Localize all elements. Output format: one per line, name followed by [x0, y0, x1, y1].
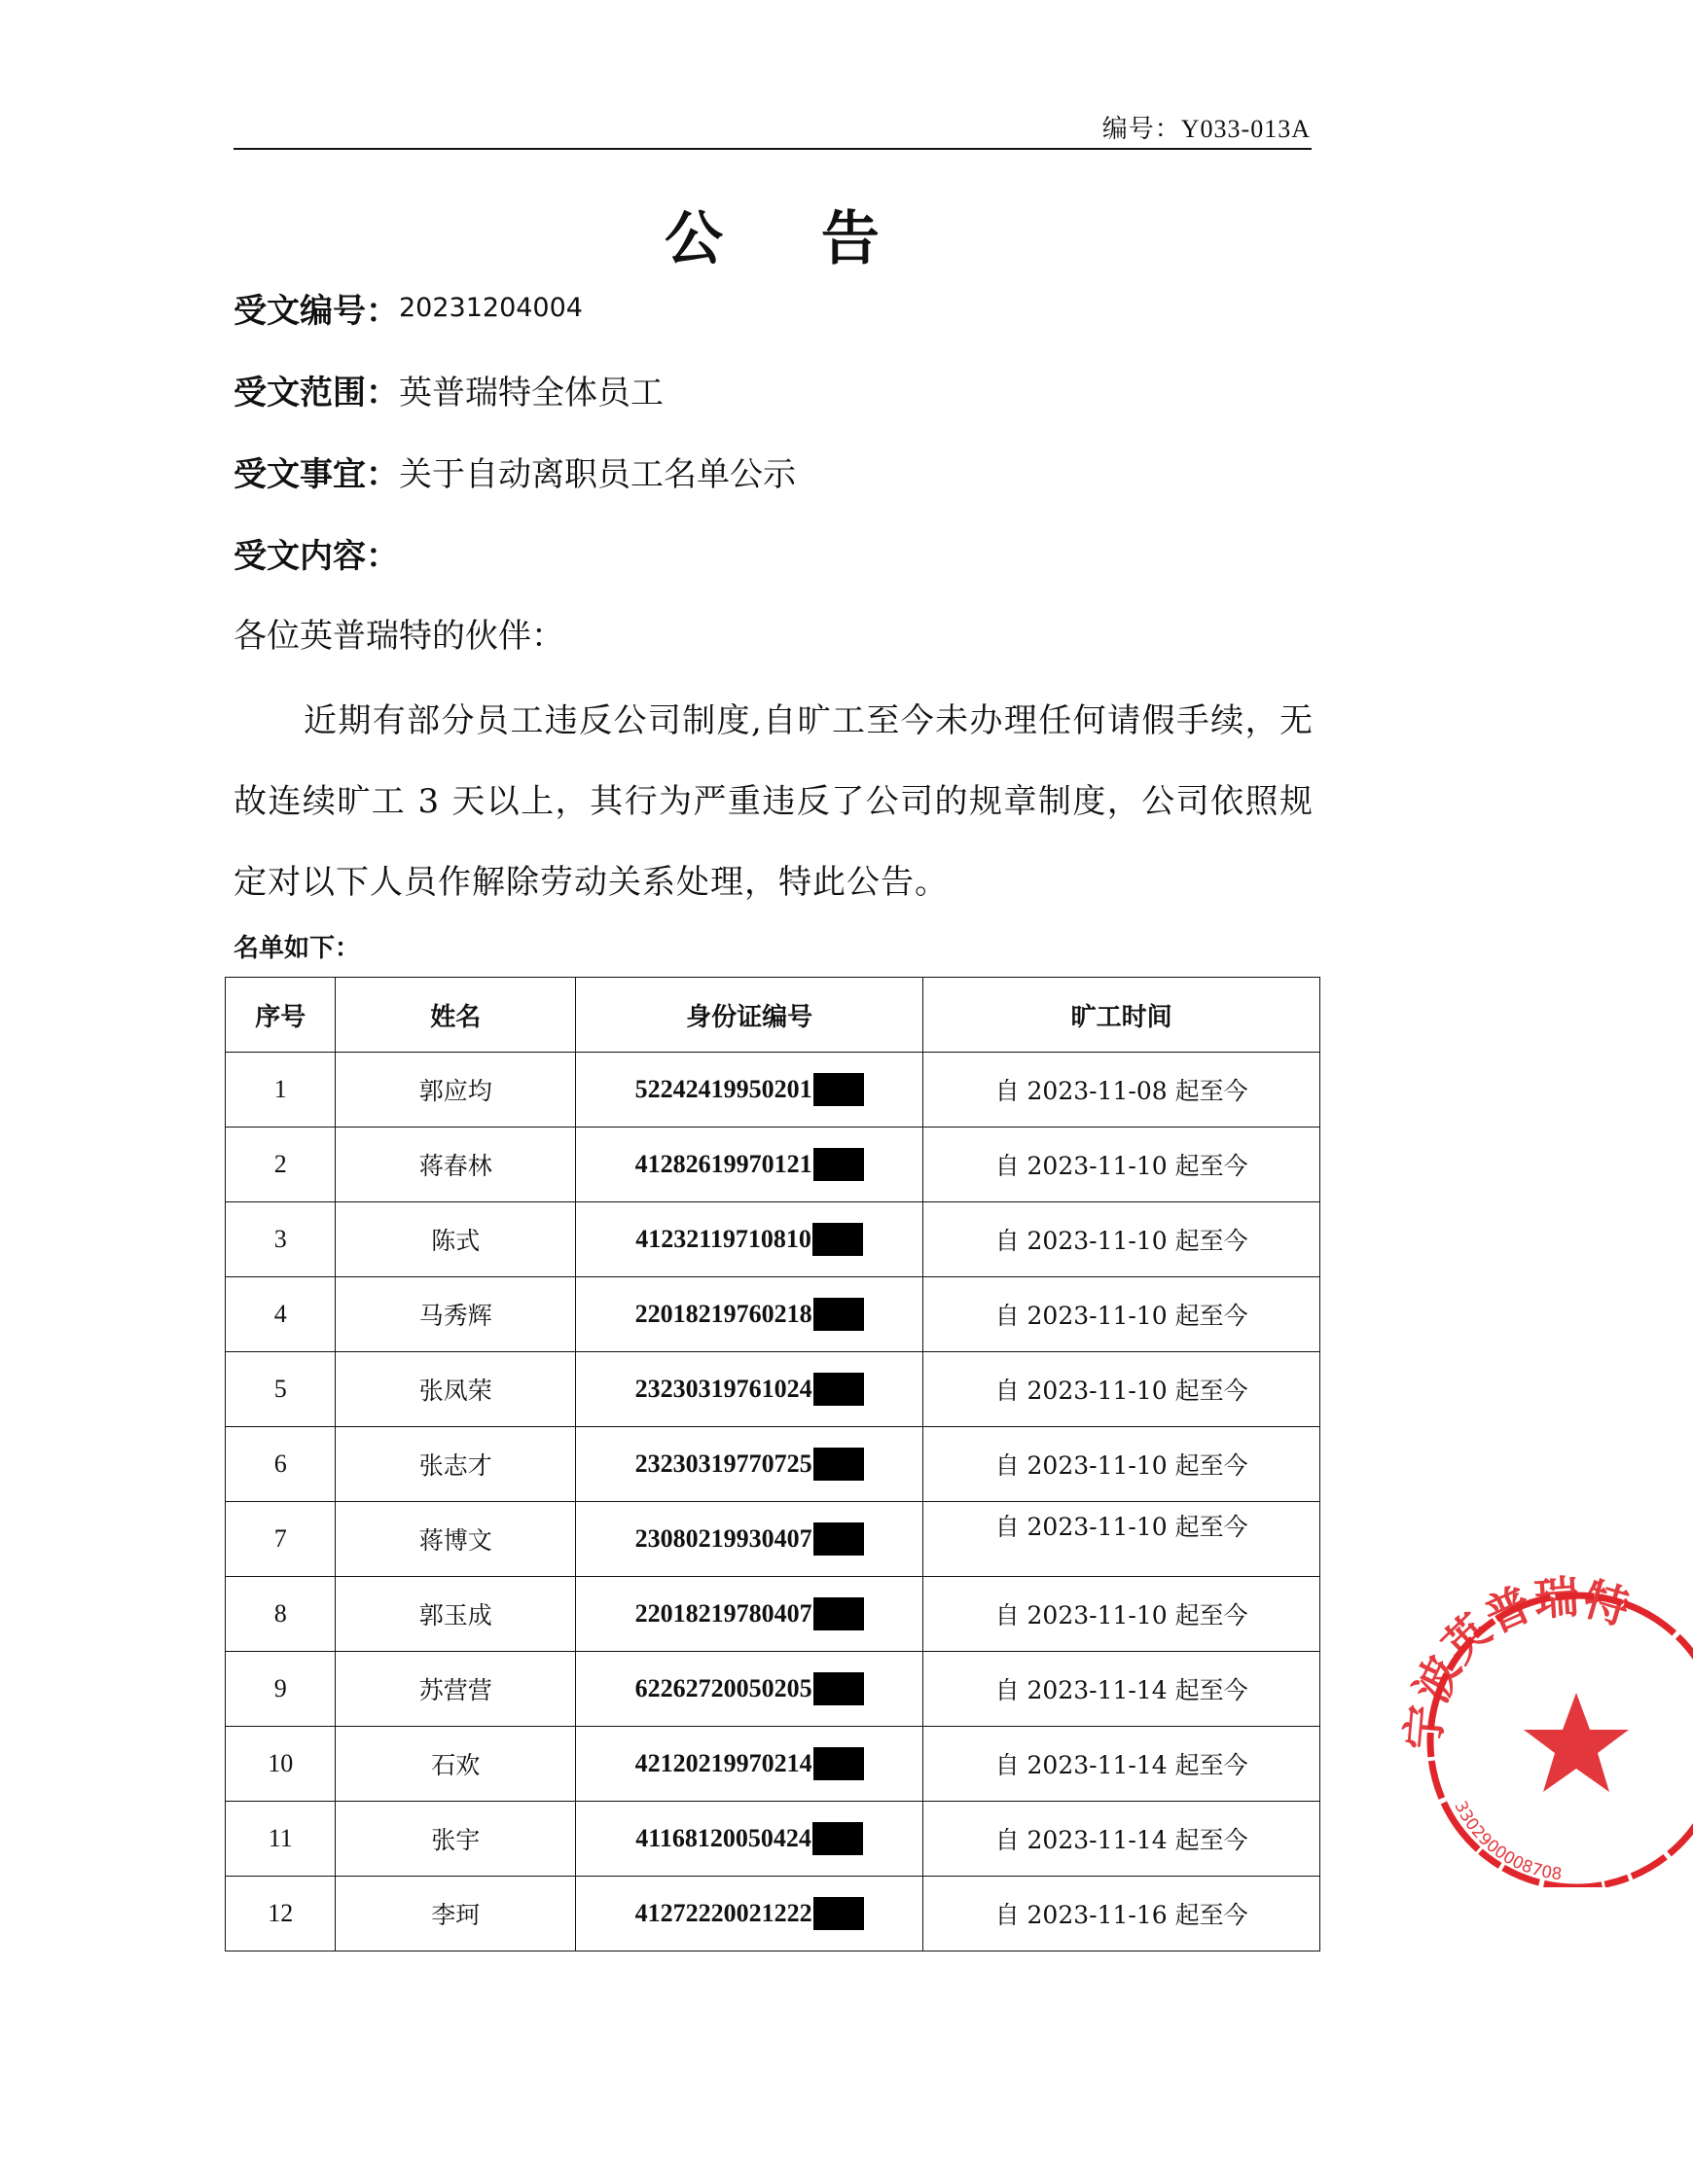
redaction-block [812, 1223, 863, 1256]
absence-date-text: 自 2023-11-14 起至今 [994, 1751, 1248, 1779]
id-number-text: 41232119710810 [635, 1225, 811, 1253]
id-number-text: 22018219760218 [634, 1300, 812, 1328]
cell-seq: 12 [226, 1877, 336, 1951]
field-value: 英普瑞特全体员工 [399, 374, 664, 412]
cell-absence-date [923, 1427, 1320, 1502]
absence-date-text: 自 2023-11-10 起至今 [994, 1601, 1248, 1629]
cell-seq: 5 [226, 1352, 336, 1427]
table-row [226, 1128, 1320, 1202]
cell-name: 蒋春林 [336, 1128, 576, 1202]
field-label: 受文范围： [234, 374, 399, 412]
field-doc-id [234, 284, 583, 332]
field-scope [234, 366, 664, 413]
cell-id-number [575, 1877, 922, 1951]
redaction-block [813, 1672, 864, 1705]
cell-absence-date [923, 1053, 1320, 1128]
cell-name: 苏营营 [336, 1652, 576, 1727]
cell-seq: 8 [226, 1577, 336, 1652]
id-number-wrap [635, 1373, 864, 1406]
absence-date-text: 自 2023-11-10 起至今 [994, 1451, 1248, 1480]
cell-absence-date [923, 1652, 1320, 1727]
greeting: 各位英普瑞特的伙伴： [234, 617, 564, 656]
header-seq: 序号 [226, 978, 336, 1053]
table-row [226, 1352, 1320, 1427]
cell-id-number [575, 1652, 922, 1727]
id-number-wrap [635, 1223, 863, 1256]
cell-id-number [575, 1802, 922, 1877]
absence-date-text: 自 2023-11-10 起至今 [994, 1227, 1248, 1255]
company-seal [1382, 1557, 1693, 1887]
id-number-wrap [635, 1073, 864, 1106]
header-rule [234, 148, 1312, 150]
redaction-block [813, 1597, 864, 1630]
announcement-body: 近期有部分员工违反公司制度,自旷工至今未办理任何请假手续，无故连续旷工 3 天以上，其行为严重违反了公司的规章制度，公司依照规定对以下人员作解除劳动关系处理，特此公告。 [234, 701, 1314, 902]
redaction-block [813, 1448, 864, 1481]
header-id: 身份证编号 [575, 978, 922, 1053]
cell-seq: 2 [226, 1128, 336, 1202]
list-heading: 名单如下： [234, 934, 361, 963]
cell-id-number [575, 1053, 922, 1128]
cell-seq: 11 [226, 1802, 336, 1877]
cell-absence-date [923, 1502, 1320, 1577]
table-row [226, 1727, 1320, 1802]
table-row [226, 1202, 1320, 1277]
cell-name: 蒋博文 [336, 1502, 576, 1577]
table-row [226, 1427, 1320, 1502]
id-number-wrap [635, 1298, 864, 1331]
table-row [226, 1053, 1320, 1128]
id-number-wrap [635, 1897, 864, 1930]
absence-date-text: 自 2023-11-14 起至今 [994, 1826, 1248, 1854]
field-label: 受文事宜： [234, 455, 399, 494]
absence-date-text: 自 2023-11-10 起至今 [994, 1302, 1248, 1330]
header-absence-date: 旷工时间 [923, 978, 1320, 1053]
cell-absence-date [923, 1128, 1320, 1202]
cell-id-number [575, 1277, 922, 1352]
cell-seq: 7 [226, 1502, 336, 1577]
cell-id-number [575, 1128, 922, 1202]
table-row [226, 1877, 1320, 1951]
redaction-block [813, 1148, 864, 1181]
id-number-text: 22018219780407 [634, 1599, 812, 1628]
page-title: 公 告 [665, 205, 919, 273]
table-header-row [226, 978, 1320, 1053]
id-number-wrap [635, 1597, 864, 1630]
cell-seq: 4 [226, 1277, 336, 1352]
id-number-text: 41168120050424 [635, 1824, 811, 1852]
cell-seq: 6 [226, 1427, 336, 1502]
cell-name: 张志才 [336, 1427, 576, 1502]
table-row [226, 1502, 1320, 1577]
cell-name: 张凤荣 [336, 1352, 576, 1427]
cell-name: 马秀辉 [336, 1277, 576, 1352]
cell-name: 陈式 [336, 1202, 576, 1277]
id-number-text: 62262720050205 [634, 1674, 812, 1702]
absence-date-text: 自 2023-11-10 起至今 [994, 1152, 1248, 1180]
field-value: 20231204004 [399, 293, 583, 323]
cell-seq: 10 [226, 1727, 336, 1802]
table-row [226, 1802, 1320, 1877]
cell-absence-date [923, 1352, 1320, 1427]
id-number-wrap [635, 1822, 863, 1855]
cell-id-number [575, 1727, 922, 1802]
cell-absence-date [923, 1727, 1320, 1802]
redaction-block [813, 1897, 864, 1930]
field-content [234, 529, 399, 577]
cell-name: 张宇 [336, 1802, 576, 1877]
id-number-text: 23230319770725 [634, 1450, 812, 1478]
id-number-wrap [635, 1448, 864, 1481]
table-row [226, 1577, 1320, 1652]
table-row [226, 1652, 1320, 1727]
svg-text:宁波英普瑞特 [1396, 1570, 1636, 1752]
field-value: 关于自动离职员工名单公示 [399, 455, 796, 494]
absence-date-text: 自 2023-11-10 起至今 [994, 1377, 1248, 1405]
redaction-block [813, 1747, 864, 1780]
employee-table [225, 977, 1320, 1951]
table-body [226, 1053, 1320, 1951]
header-name: 姓名 [336, 978, 576, 1053]
cell-id-number [575, 1352, 922, 1427]
field-matter [234, 448, 796, 495]
cell-id-number [575, 1577, 922, 1652]
cell-id-number [575, 1502, 922, 1577]
cell-name: 郭应均 [336, 1053, 576, 1128]
id-number-text: 23080219930407 [634, 1524, 812, 1553]
id-number-wrap [635, 1747, 864, 1780]
absence-date-text: 自 2023-11-14 起至今 [994, 1676, 1248, 1704]
id-number-wrap [635, 1148, 864, 1181]
id-number-text: 41272220021222 [634, 1899, 812, 1927]
seal-code: 3302900008708 [1450, 1798, 1564, 1885]
document-number: 编号：Y033-013A [1101, 115, 1311, 143]
id-number-wrap [635, 1672, 864, 1705]
cell-absence-date [923, 1577, 1320, 1652]
absence-date-text: 自 2023-11-16 起至今 [994, 1901, 1248, 1929]
absence-date-text: 自 2023-11-10 起至今 [994, 1513, 1248, 1541]
redaction-block [813, 1298, 864, 1331]
id-number-text: 23230319761024 [634, 1375, 812, 1403]
redaction-block [813, 1522, 864, 1556]
cell-seq: 3 [226, 1202, 336, 1277]
cell-absence-date [923, 1802, 1320, 1877]
field-label: 受文编号： [234, 292, 399, 331]
seal-star-icon [1524, 1693, 1629, 1792]
cell-id-number [575, 1202, 922, 1277]
cell-name: 郭玉成 [336, 1577, 576, 1652]
absence-date-text: 自 2023-11-08 起至今 [994, 1077, 1248, 1105]
seal-text: 宁波英普瑞特 [1396, 1570, 1636, 1752]
redaction-block [812, 1822, 863, 1855]
cell-name: 李珂 [336, 1877, 576, 1951]
id-number-text: 41282619970121 [634, 1150, 812, 1178]
field-label: 受文内容： [234, 537, 399, 576]
cell-absence-date [923, 1277, 1320, 1352]
cell-seq: 9 [226, 1652, 336, 1727]
id-number-text: 52242419950201 [634, 1075, 812, 1103]
cell-absence-date [923, 1877, 1320, 1951]
cell-id-number [575, 1427, 922, 1502]
cell-seq: 1 [226, 1053, 336, 1128]
redaction-block [813, 1373, 864, 1406]
cell-absence-date [923, 1202, 1320, 1277]
table-row [226, 1277, 1320, 1352]
id-number-text: 42120219970214 [634, 1749, 812, 1777]
redaction-block [813, 1073, 864, 1106]
id-number-wrap [635, 1522, 864, 1556]
cell-name: 石欢 [336, 1727, 576, 1802]
